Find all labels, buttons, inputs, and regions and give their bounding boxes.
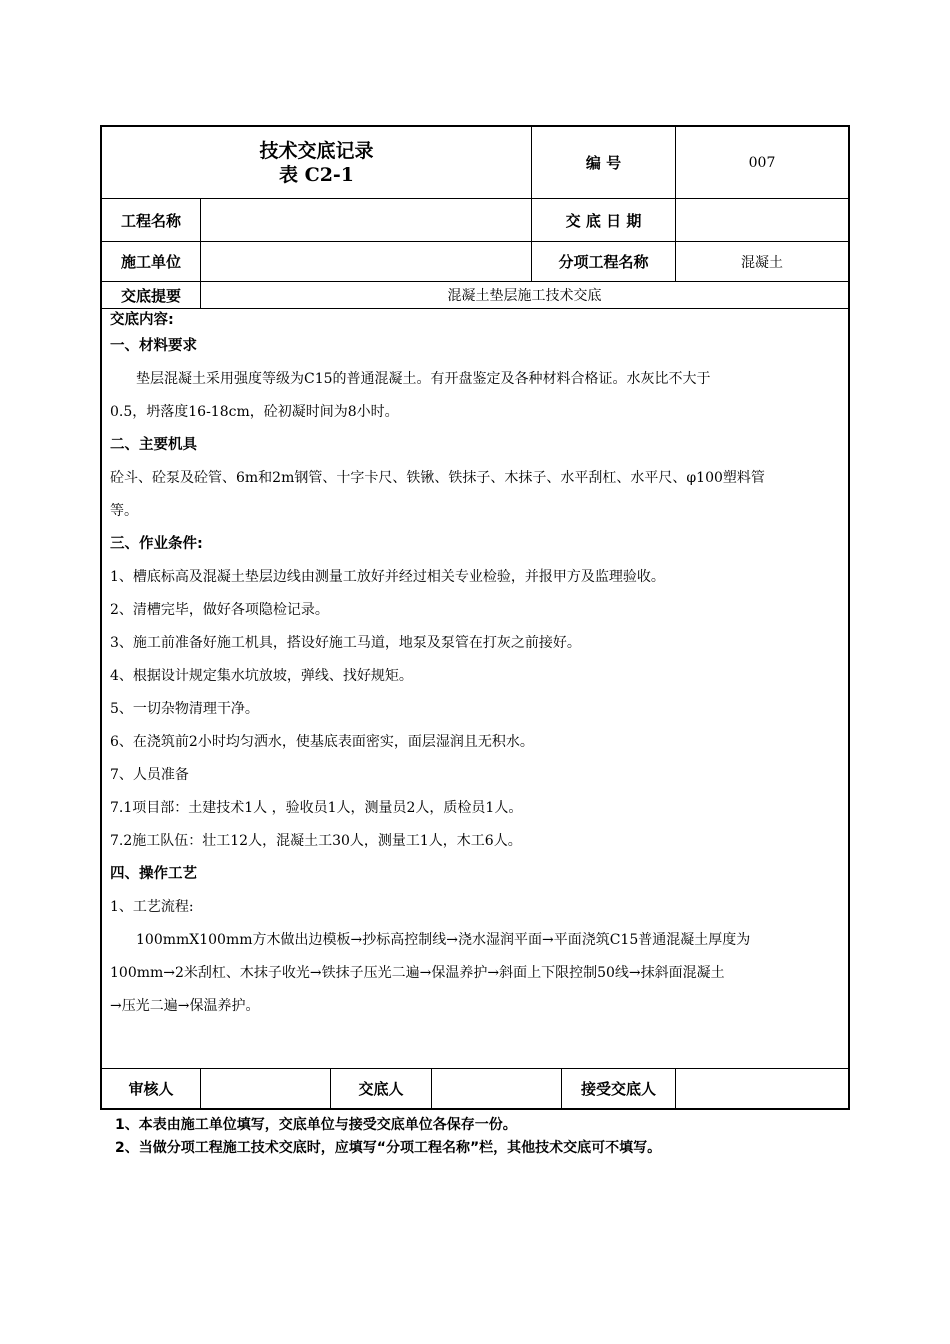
signature-row xyxy=(102,1068,848,1108)
disclosure-content xyxy=(102,310,848,1070)
content-line: →压光二遍→保温养护。 xyxy=(110,998,260,1014)
section-heading: 一、材料要求 xyxy=(110,338,197,354)
form-number: 表 C2-1 xyxy=(278,163,355,186)
content-line: 5、一切杂物清理干净。 xyxy=(110,701,259,717)
unit-field[interactable] xyxy=(200,242,531,281)
content-line: 7.2施工队伍：壮工12人，混凝土工30人，测量工1人，木工6人。 xyxy=(110,833,522,849)
content-line: 1、槽底标高及混凝土垫层边线由测量工放好并经过相关专业检验，并报甲方及监理验收。 xyxy=(110,569,665,585)
date-label: 交 底 日 期 xyxy=(531,199,675,241)
content-line: 6、在浇筑前2小时均匀洒水，使基底表面密实，面层湿润且无积水。 xyxy=(110,734,534,750)
section-heading: 四、操作工艺 xyxy=(110,866,197,882)
sub-project-label: 分项工程名称 xyxy=(531,242,675,281)
content-line: 垫层混凝土采用强度等级为C15的普通混凝土。有开盘鉴定及各种材料合格证。水灰比不大于 xyxy=(136,371,711,387)
content-line: 3、施工前准备好施工机具，搭设好施工马道，地泵及泵管在打灰之前接好。 xyxy=(110,635,581,651)
form-title: 技术交底记录 xyxy=(259,139,374,162)
presenter-field[interactable] xyxy=(431,1069,561,1108)
receiver-field[interactable] xyxy=(675,1069,848,1108)
summary-label: 交底提要 xyxy=(120,286,181,305)
content-line: 0.5，坍落度16-18cm，砼初凝时间为8小时。 xyxy=(110,404,399,420)
form-title-cell xyxy=(102,127,531,198)
number-label: 编 号 xyxy=(531,127,675,198)
content-line: 4、根据设计规定集水坑放坡，弹线、找好规矩。 xyxy=(110,668,413,684)
content-lines xyxy=(110,330,840,1023)
summary-value: 混凝土垫层施工技术交底 xyxy=(200,282,848,308)
unit-label: 施工单位 xyxy=(120,253,181,271)
section-heading: 三、作业条件: xyxy=(110,536,203,552)
note-1: 1、本表由施工单位填写，交底单位与接受交底单位各保存一份。 xyxy=(115,1117,517,1133)
content-line: 7、人员准备 xyxy=(110,767,189,783)
reviewer-field[interactable] xyxy=(200,1069,330,1108)
receiver-label: 接受交底人 xyxy=(561,1069,675,1108)
note-2: 2、当做分项工程施工技术交底时，应填写“分项工程名称”栏，其他技术交底可不填写。 xyxy=(115,1140,662,1156)
title-row xyxy=(102,127,848,199)
section-heading: 二、主要机具 xyxy=(110,437,197,453)
reviewer-label: 审核人 xyxy=(128,1080,174,1098)
summary-row xyxy=(102,282,848,309)
unit-row xyxy=(102,242,848,282)
content-line: 等。 xyxy=(110,503,138,519)
presenter-label: 交底人 xyxy=(330,1069,431,1108)
record-form xyxy=(100,125,850,1110)
content-line: 1、工艺流程: xyxy=(110,899,194,915)
form-notes xyxy=(115,1114,661,1160)
number-value: 007 xyxy=(675,127,848,198)
content-line: 砼斗、砼泵及砼管、6m和2m钢管、十字卡尺、铁锹、铁抹子、木抹子、水平刮杠、水平尺、φ100塑料管 xyxy=(110,470,765,486)
date-field[interactable] xyxy=(675,199,848,241)
sub-project-value: 混凝土 xyxy=(675,242,848,281)
content-line: 7.1项目部：土建技术1人 ，验收员1人，测量员2人，质检员1人。 xyxy=(110,800,523,816)
project-row xyxy=(102,199,848,242)
content-line: 100mm→2米刮杠、木抹子收光→铁抹子压光二遍→保温养护→斜面上下限控制50线→抹斜面混凝土 xyxy=(110,965,725,981)
project-name-label: 工程名称 xyxy=(120,211,181,230)
content-line: 2、清槽完毕，做好各项隐检记录。 xyxy=(110,602,329,618)
content-heading: 交底内容: xyxy=(110,312,174,328)
project-name-field[interactable] xyxy=(200,199,531,241)
content-line: 100mmX100mm方木做出边模板→抄标高控制线→浇水湿润平面→平面浇筑C15普通混凝土厚度为 xyxy=(136,932,751,948)
